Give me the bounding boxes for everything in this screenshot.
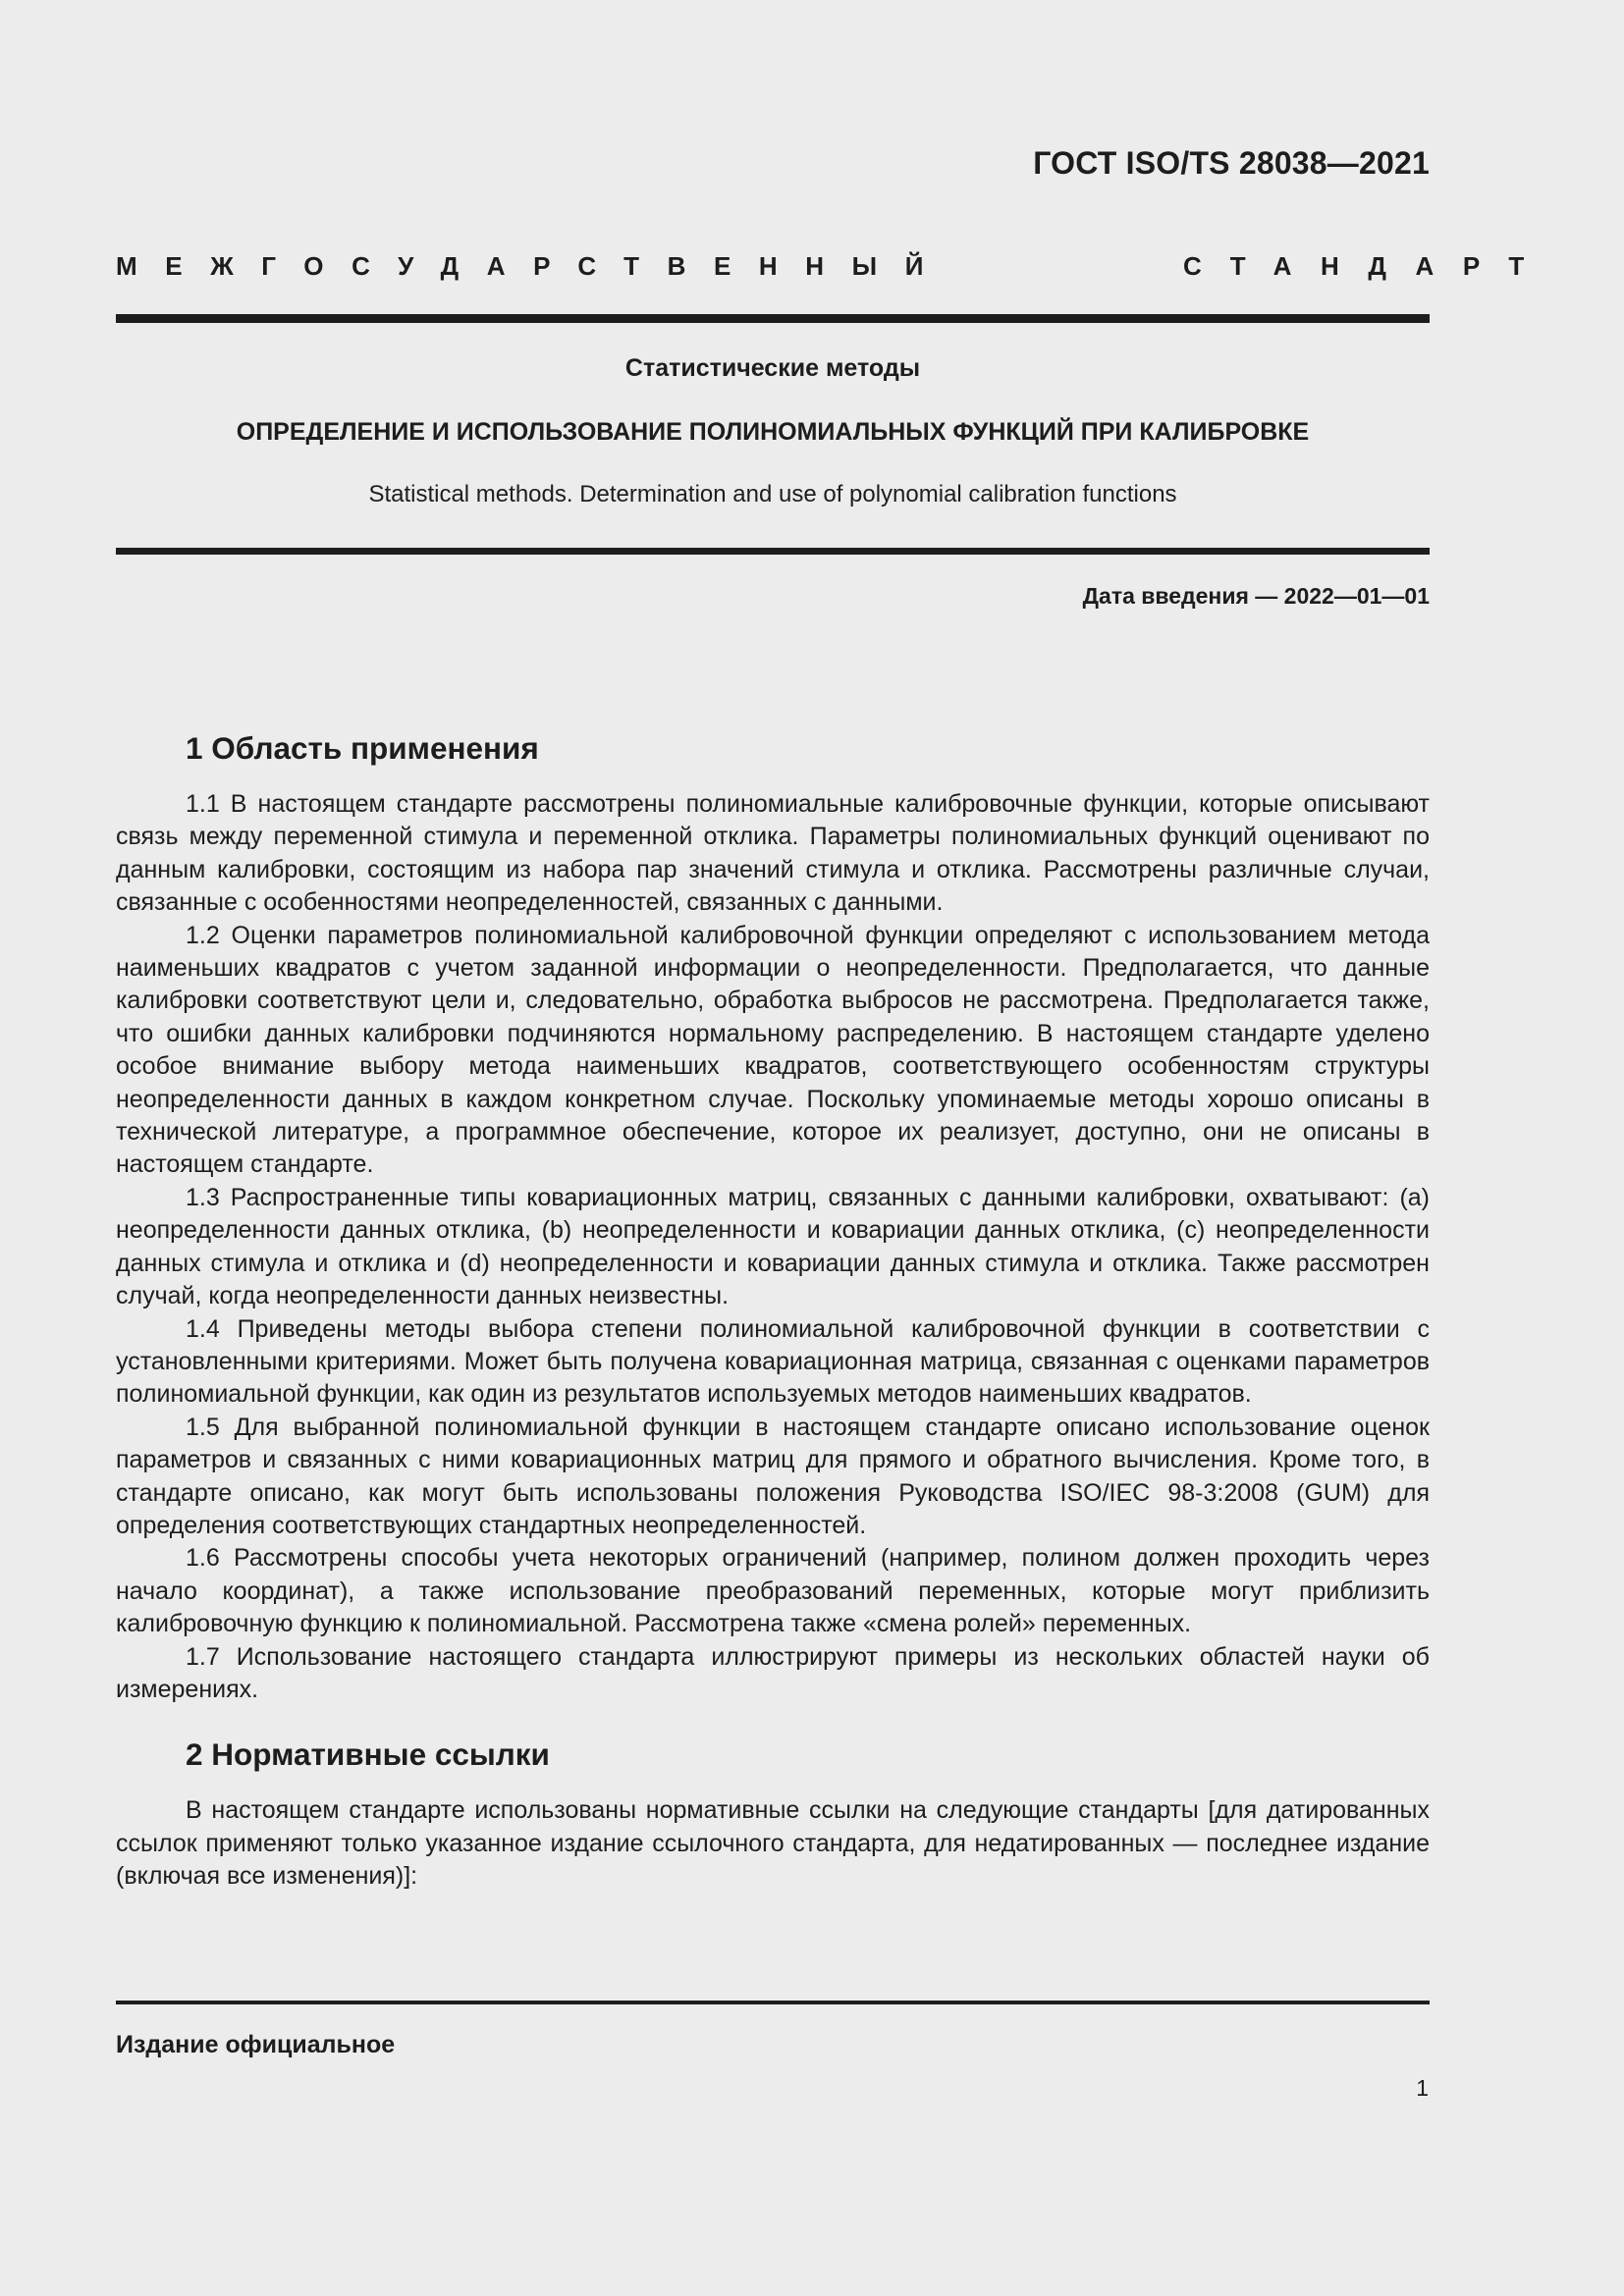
paragraph-1-1: 1.1 В настоящем стандарте рассмотрены полиномиальные калибровочные функции, которые описывают связь между переменной стимула и переменной отклика. Параметры полиномиальных функций оценивают по данным калибровки, состоящим из набора пар значений стимула и отклика. Рассмотрены различные случаи, связанные с особенностями неопределенностей, связанных с данными. — [116, 790, 1430, 917]
paragraph-1-7: 1.7 Использование настоящего стандарта иллюстрируют примеры из нескольких областей науки об измерениях. — [116, 1642, 1430, 1703]
introduction-date: Дата введения — 2022—01—01 — [1082, 583, 1430, 609]
page-number: 1 — [1416, 2075, 1429, 2101]
paragraph-1-3: 1.3 Распространенные типы ковариационных матриц, связанных с данными калибровки, охватывают: (а) неопределенности данных отклика, (b) неопределенности и ковариации данных отклика, (с) неопределенности данных стимула и отклика и (d) неопределенности и ковариации данных стимула и отклика. Также рассмотрен случай, когда неопределенности данных неизвестны. — [116, 1183, 1430, 1310]
official-edition-label: Издание официальное — [116, 2031, 396, 2058]
header-bottom-rule — [116, 548, 1430, 555]
document-title-english: Statistical methods. Determination and use of polynomial calibration functions — [368, 481, 1177, 507]
footer-rule — [116, 2001, 1430, 2004]
header-top-rule — [116, 314, 1430, 323]
document-body — [116, 724, 1430, 1894]
paragraph-2-intro: В настоящем стандарте использованы нормативные ссылки на следующие стандарты [для датированных ссылок применяют только указанное издание ссылочного стандарта, для недатированных — последнее издание (включая все изменения)]: — [116, 1796, 1430, 1891]
document-title: ОПРЕДЕЛЕНИЕ И ИСПОЛЬЗОВАНИЕ ПОЛИНОМИАЛЬНЫХ ФУНКЦИЙ ПРИ КАЛИБРОВКЕ — [236, 418, 1310, 446]
paragraph-1-5: 1.5 Для выбранной полиномиальной функции в настоящем стандарте описано использование оценок параметров и связанных с ними ковариационных матриц для прямого и обратного вычисления. Кроме того, в стандарте описано, как могут быть использованы положения Руководства ISO/IEC 98-3:2008 (GUM) для определения соответствующих стандартных неопределенностей. — [116, 1413, 1430, 1539]
standard-category-word-2: СТАНДАРТ — [1183, 251, 1553, 281]
section-heading-scope: 1 Область применения — [186, 730, 539, 766]
paragraph-1-6: 1.6 Рассмотрены способы учета некоторых ограничений (например, полином должен проходить через начало координат), а также использование преобразований переменных, которые могут приблизить калибровочную функцию к полиномиальной. Рассмотрена также «смена ролей» переменных. — [116, 1544, 1430, 1638]
paragraph-1-2: 1.2 Оценки параметров полиномиальной калибровочной функции определяют с использованием метода наименьших квадратов с учетом заданной информации о неопределенности. Предполагается, что данные калибровки соответствуют цели и, следовательно, обработка выбросов не рассмотрена. Предполагается также, что ошибки данных калибровки подчиняются нормальному распределению. В настоящем стандарте уделено особое внимание выбору метода наименьших квадратов, соответствующего особенностям структуры неопределенности данных в каждом конкретном случае. Поскольку упоминаемые методы хорошо описаны в технической литературе, а программное обеспечение, которое их реализует, доступно, они не описаны в настоящем стандарте. — [116, 921, 1430, 1179]
document-subtitle: Статистические методы — [624, 354, 921, 382]
standard-category-word-1: МЕЖГОСУДАРСТВЕННЫЙ — [116, 251, 952, 281]
section-heading-normative-references: 2 Нормативные ссылки — [186, 1736, 550, 1773]
paragraph-1-4: 1.4 Приведены методы выбора степени полиномиальной калибровочной функции в соответствии с установленными критериями. Может быть получена ковариационная матрица, связанная с оценками параметров полиномиальной функции, как один из результатов используемых методов наименьших квадратов. — [116, 1314, 1430, 1409]
document-number: ГОСТ ISO/TS 28038—2021 — [1033, 145, 1430, 181]
